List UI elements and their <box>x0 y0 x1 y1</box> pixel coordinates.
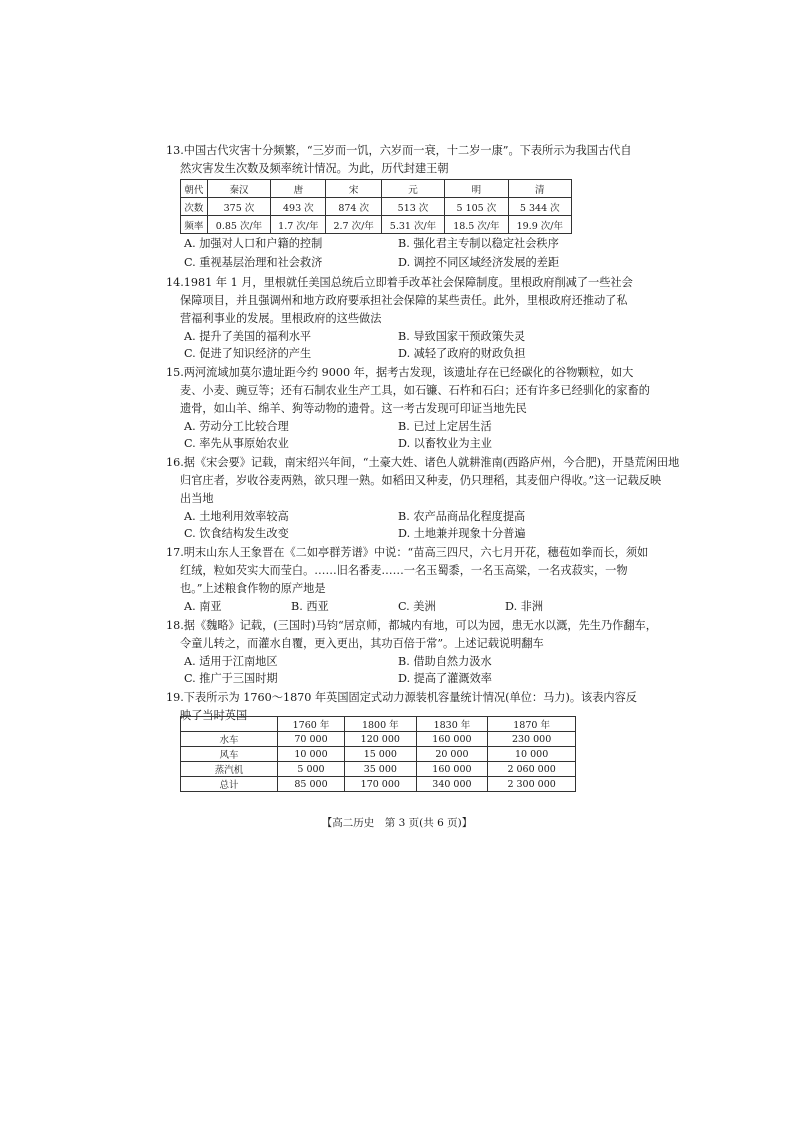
table-cell: 874 次 <box>326 198 381 216</box>
table-cell: 19.9 次/年 <box>508 216 571 234</box>
table-row <box>181 777 576 792</box>
table-cell: 493 次 <box>271 198 326 216</box>
table-cell: 170 000 <box>345 777 417 792</box>
q14-stem-line-1: 14.1981 年 1 月，里根就任美国总统后立即着手改革社会保障制度。里根政府削减了一些社会 <box>166 276 633 289</box>
table-header-cell: 朝代 <box>181 180 208 198</box>
q13-disaster-table <box>180 179 572 234</box>
table-header-cell: 宋 <box>326 180 381 198</box>
table-cell: 5 000 <box>278 762 345 777</box>
q15-stem-line-2: 麦、小麦、豌豆等；还有石制农业生产工具，如石镰、石杵和石臼；还有许多已经驯化的家畜的 <box>180 384 650 397</box>
table-cell: 5 344 次 <box>508 198 571 216</box>
q14-option-d: D. 减轻了政府的财政负担 <box>398 347 526 360</box>
table-header-cell: 1760 年 <box>278 717 345 732</box>
table-cell: 35 000 <box>345 762 417 777</box>
q15-option-d: D. 以畜牧业为主业 <box>398 437 492 450</box>
table-header-row <box>181 717 576 732</box>
table-cell: 85 000 <box>278 777 345 792</box>
q16-stem-line-3: 出当地 <box>180 492 214 505</box>
q18-option-d: D. 提高了灌溉效率 <box>398 672 492 685</box>
table-row <box>181 747 576 762</box>
q15-option-c: C. 率先从事原始农业 <box>184 437 289 450</box>
q17-option-b: B. 西亚 <box>291 600 329 613</box>
q18-option-c: C. 推广于三国时期 <box>184 672 278 685</box>
table-cell: 2 060 000 <box>488 762 576 777</box>
q17-stem-line-2: 红绒，粒如芡实大而莹白。……旧名番麦……一名玉蜀黍，一名玉高粱，一名戎菽实，一物 <box>180 564 628 577</box>
table-cell: 10 000 <box>488 747 576 762</box>
q16-stem-line-2: 归官庄者，岁收谷麦两熟，欲只理一熟。如稻田又种麦，仍只理稻，其麦佃户得收。”这一记载反映 <box>180 474 662 487</box>
table-cell: 20 000 <box>416 747 488 762</box>
q15-option-b: B. 已过上定居生活 <box>398 420 492 433</box>
q18-stem-line-2: 令童儿转之，而灌水自覆，更入更出，其功百倍于常”。上述记载说明翻车 <box>180 637 544 650</box>
q16-option-b: B. 农产品商品化程度提高 <box>398 510 526 523</box>
table-cell: 120 000 <box>345 732 417 747</box>
table-cell: 蒸汽机 <box>181 762 278 777</box>
table-header-cell: 1800 年 <box>345 717 417 732</box>
q17-stem-line-1: 17.明末山东人王象晋在《二如亭群芳谱》中说：“苗高三四尺，六七月开花，穗苞如拳而长，须如 <box>166 546 649 559</box>
q13-stem-line-2: 然灾害发生次数及频率统计情况。为此，历代封建王朝 <box>180 162 449 175</box>
table-cell: 水车 <box>181 732 278 747</box>
q16-stem-line-1: 16.据《宋会要》记载，南宋绍兴年间，“土豪大姓、诸色人就耕淮南(西路庐州，今合肥)，开垦荒闲田地 <box>166 456 680 469</box>
q18-option-b: B. 借助自然力汲水 <box>398 655 492 668</box>
table-row <box>181 732 576 747</box>
table-cell: 2 300 000 <box>488 777 576 792</box>
q19-stem-line-1: 19.下表所示为 1760～1870 年英国固定式动力源装机容量统计情况(单位：马力)。该表内容反 <box>166 691 637 704</box>
table-cell: 513 次 <box>381 198 444 216</box>
q17-option-d: D. 非洲 <box>505 600 544 613</box>
table-header-cell: 1830 年 <box>416 717 488 732</box>
table-header-cell: 明 <box>445 180 508 198</box>
q17-option-c: C. 美洲 <box>398 600 436 613</box>
q14-option-c: C. 促进了知识经济的产生 <box>184 347 312 360</box>
table-cell: 0.85 次/年 <box>207 216 270 234</box>
table-cell: 5.31 次/年 <box>381 216 444 234</box>
q13-option-b: B. 强化君主专制以稳定社会秩序 <box>398 237 559 250</box>
q15-option-a: A. 劳动分工比较合理 <box>184 420 289 433</box>
table-cell: 总计 <box>181 777 278 792</box>
table-row <box>181 762 576 777</box>
table-cell: 1.7 次/年 <box>271 216 326 234</box>
table-header-cell: 秦汉 <box>207 180 270 198</box>
q19-power-table <box>180 716 576 792</box>
table-cell: 230 000 <box>488 732 576 747</box>
table-header-cell: 清 <box>508 180 571 198</box>
q16-option-a: A. 土地利用效率较高 <box>184 510 289 523</box>
q14-stem-line-2: 保障项目，并且强调州和地方政府要承担社会保障的某些责任。此外，里根政府还推动了私 <box>180 294 628 307</box>
table-cell: 18.5 次/年 <box>445 216 508 234</box>
page-footer: 【高二历史 第 3 页(共 6 页)】 <box>321 817 473 829</box>
table-row <box>181 216 572 234</box>
q17-stem-line-3: 也。”上述粮食作物的原产地是 <box>180 582 326 595</box>
q19-stem-line-2: 映了当时英国 <box>180 709 248 722</box>
table-header-cell: 元 <box>381 180 444 198</box>
q16-option-c: C. 饮食结构发生改变 <box>184 527 289 540</box>
q14-option-b: B. 导致国家干预政策失灵 <box>398 330 526 343</box>
table-cell: 375 次 <box>207 198 270 216</box>
table-cell: 160 000 <box>416 732 488 747</box>
table-cell: 10 000 <box>278 747 345 762</box>
table-header-cell: 唐 <box>271 180 326 198</box>
q14-option-a: A. 提升了美国的福利水平 <box>184 330 312 343</box>
table-cell: 5 105 次 <box>445 198 508 216</box>
q13-option-d: D. 调控不同区域经济发展的差距 <box>398 256 560 269</box>
table-cell: 160 000 <box>416 762 488 777</box>
q18-stem-line-1: 18.据《魏略》记载，(三国时)马钧“居京师，都城内有地，可以为园，患无水以溉，先生乃作翻车， <box>166 619 657 632</box>
q15-stem-line-1: 15.两河流域加莫尔遗址距今约 9000 年，据考古发现，该遗址存在已经碳化的谷物颗粒，如大 <box>166 366 634 379</box>
q13-option-a: A. 加强对人口和户籍的控制 <box>184 237 323 250</box>
q15-stem-line-3: 遗骨，如山羊、绵羊、狗等动物的遗骨。这一考古发现可印证当地先民 <box>180 402 527 415</box>
table-cell: 70 000 <box>278 732 345 747</box>
q18-option-a: A. 适用于江南地区 <box>184 655 278 668</box>
table-cell: 频率 <box>181 216 208 234</box>
q16-option-d: D. 土地兼并现象十分普遍 <box>398 527 526 540</box>
table-cell: 风车 <box>181 747 278 762</box>
q13-stem-line-1: 13.中国古代灾害十分频繁，“三岁而一饥，六岁而一衰，十二岁一康”。下表所示为我国古代自 <box>166 144 632 157</box>
table-cell: 340 000 <box>416 777 488 792</box>
q17-option-a: A. 南亚 <box>184 600 222 613</box>
q13-option-c: C. 重视基层治理和社会救济 <box>184 256 323 269</box>
table-row <box>181 198 572 216</box>
table-cell: 2.7 次/年 <box>326 216 381 234</box>
table-cell: 15 000 <box>345 747 417 762</box>
table-header-cell: 1870 年 <box>488 717 576 732</box>
q14-stem-line-3: 营福利事业的发展。里根政府的这些做法 <box>180 312 382 325</box>
table-header-row <box>181 180 572 198</box>
table-cell: 次数 <box>181 198 208 216</box>
table-header-cell <box>181 717 278 732</box>
